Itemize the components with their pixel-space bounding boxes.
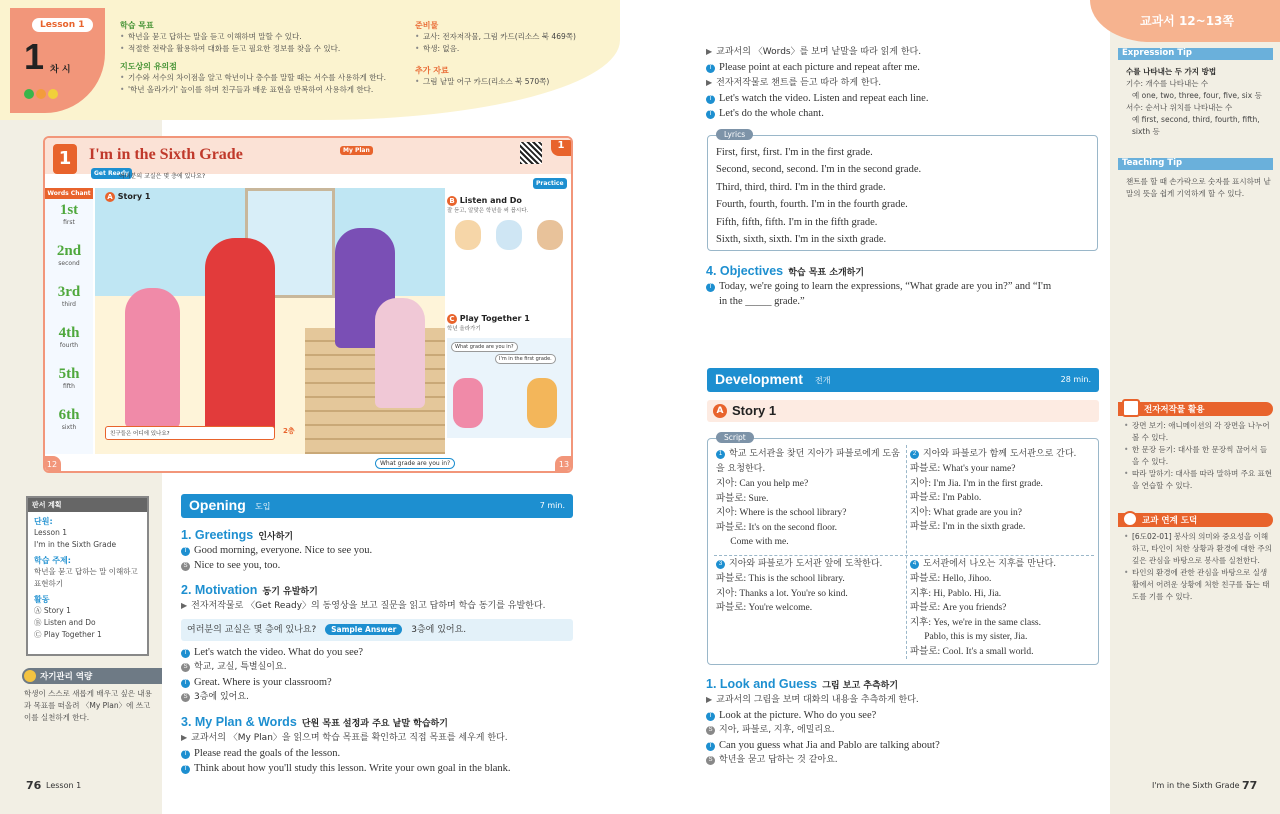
tb-floor: 2층 — [283, 427, 295, 435]
motivation-student: 학교, 교실, 특별실이요. — [194, 662, 287, 672]
ordinal-word: second — [58, 260, 80, 267]
ordinal-number: 3rd — [57, 284, 81, 300]
script-line: 파블로: You're welcome. — [716, 603, 813, 613]
tb-page-right: 13 — [555, 456, 573, 473]
script-line: 지후: Yes, we're in the same class. — [910, 617, 1041, 628]
link-icon — [1122, 511, 1138, 527]
ordinal-item — [45, 281, 93, 322]
lesson-goals — [120, 20, 410, 96]
elec-heading: 전자저작물 활용 — [1144, 405, 1205, 415]
page-number-right: 77 — [1242, 779, 1258, 792]
look-guess-heading: 1. Look and Guess — [706, 677, 818, 691]
tb-listen-do: Listen and Do — [459, 196, 522, 205]
script-line: 지아: Where is the school library? — [716, 508, 847, 518]
script-line: 지아: What grade are you in? — [910, 507, 1022, 518]
words-instructions: ▶ 교과서의 〈Words〉를 보며 낱말을 따라 읽게 한다. T Please point at each picture and repeat after me. ▶ 전자저작물로 챈트를 듣고 따라 하게 한다. T Let's watch the video. Listen and repeat each line. T Let's do the whole chant. — [706, 47, 929, 119]
script-line: 파블로: What's your name? — [910, 464, 1016, 474]
motivation-teacher: Let's watch the video. What do you see? — [194, 647, 364, 658]
instruction: 교과서의 그림을 보며 대화의 내용을 추측하게 한다. — [716, 695, 919, 705]
expression-tip-heading: Expression Tip — [1122, 48, 1193, 58]
goals-heading: 학습 목표 — [120, 21, 154, 30]
tb-question: 여러분의 교실은 몇 층에 있나요? — [119, 173, 206, 180]
tb-lesson-num: 1 — [53, 144, 77, 174]
greetings-heading: 1. Greetings — [181, 528, 254, 542]
tb-page-left: 12 — [43, 456, 61, 473]
girl-10-figure — [375, 298, 425, 408]
tb-myplan: My Plan — [340, 146, 373, 155]
prep-item: • 학생: 없음. — [415, 43, 615, 55]
prep-item: • 교사: 전자저작물, 그림 카드(리소스 북 469쪽) — [415, 31, 615, 43]
plan-theme: 학년을 묻고 답하는 말 이해하고 표현하기 — [34, 567, 138, 588]
elec-item: • 따라 말하기: 대사를 따라 말하며 주요 표현을 연습할 수 있다. — [1124, 468, 1274, 492]
plan-unit: Lesson 1 — [34, 528, 67, 537]
note-item: • '학년 올라가기' 놀이를 하며 친구들과 배운 표현을 반복하여 사용하게 한다. — [120, 84, 410, 96]
expression-tip — [1126, 66, 1274, 138]
script-line: 파블로: Hello, Jihoo. — [910, 574, 992, 584]
sample-answer-box — [181, 619, 573, 641]
plan-activities-heading: 활동 — [34, 595, 50, 604]
objectives: 4. Objectives 학습 목표 소개하기 T Today, we're going to learn the expressions, “What grade are you in?” and “I'm in the _____ grade.” — [706, 260, 1100, 309]
teaching-tip-heading: Teaching Tip — [1122, 158, 1183, 168]
goals-list — [120, 31, 410, 55]
lyric-line: Sixth, sixth, sixth. I'm in the sixth grade. — [716, 234, 887, 246]
script-scene-4 — [910, 557, 1096, 659]
tb-story: A Story 1 — [105, 192, 150, 202]
script-line: 파블로: Are you friends? — [910, 603, 1007, 613]
teacher-line: Please point at each picture and repeat after me. — [719, 62, 920, 73]
ordinal-word: sixth — [61, 424, 77, 431]
motivation-student: 3층에 있어요. — [194, 692, 249, 702]
scene-heading: 1 학교 도서관을 찾던 지아가 파블로에게 도움을 요청한다. — [716, 449, 900, 474]
elec-item: • 장면 보기: 애니메이션의 각 장면을 나누어 볼 수 있다. — [1124, 420, 1274, 444]
textbook-pages: 교과서 12~13쪽 — [1140, 14, 1234, 28]
ordinal-word: first — [63, 219, 75, 226]
objectives-line: in the _____ grade.” — [719, 296, 805, 307]
page-number-left: 76 — [26, 779, 42, 792]
script-line: 지아: I'm Jia. I'm in the first grade. — [910, 478, 1043, 489]
tb-bubble: I'm in the first grade. — [495, 354, 556, 364]
goal-item: • 학년을 묻고 답하는 말을 듣고 이해하며 말할 수 있다. — [120, 31, 410, 43]
sample-answer-label: Sample Answer — [325, 624, 402, 635]
myplan-teacher: Please read the goals of the lesson. — [194, 748, 341, 759]
script-line: Come with me. — [716, 537, 789, 547]
tb-bubble: What grade are you in? — [451, 342, 518, 352]
script-scene-3 — [716, 557, 902, 616]
story-title: Story 1 — [732, 403, 777, 418]
ordinal-number: 6th — [58, 407, 80, 423]
prep-heading: 준비물 — [415, 21, 439, 30]
materials — [415, 20, 615, 88]
expression-tip-line: 기수: 개수를 나타내는 수 — [1126, 79, 1209, 88]
script-scene-2 — [910, 447, 1096, 535]
teaching-tip: 챈트를 할 때 손가락으로 숫자를 표시하며 낱말의 뜻을 쉽게 기억하게 할 수 있다. — [1126, 177, 1271, 198]
lyrics-label: Lyrics — [716, 129, 753, 140]
link-item: • 타인의 환경에 관한 관심을 바탕으로 실생활에서 어려운 상황에 처한 친구를 돕는 태도를 기를 수 있다. — [1124, 567, 1274, 603]
tb-get-ready: Get Ready — [91, 168, 132, 179]
student-line: 학년을 묻고 답하는 것 같아요. — [719, 755, 838, 765]
ordinal-item — [45, 404, 93, 445]
lyrics-box — [707, 130, 1098, 251]
extra-item: • 그림 낱말 어구 카드(리소스 북 570쪽) — [415, 76, 615, 88]
competency-icon — [24, 670, 36, 682]
self-mgmt-heading: 자기관리 역량 — [40, 672, 93, 682]
notes-list — [120, 72, 410, 96]
competency-icons — [24, 84, 58, 103]
script-label: Script — [716, 432, 754, 443]
extra-list — [415, 76, 615, 88]
ordinal-word: fourth — [59, 342, 79, 349]
tb-story-q: 친구들은 어디에 있나요? — [105, 426, 275, 440]
student-line: 지아, 파블로, 지후, 에밀리요. — [719, 725, 835, 735]
tb-story-label: Story 1 — [117, 192, 151, 201]
elec-list — [1124, 420, 1274, 492]
teacher-line: Let's watch the video. Listen and repeat each line. — [719, 93, 929, 104]
tb-listen-q: 잘 듣고, 알맞은 학년을 써 봅시다. — [447, 208, 529, 214]
footer-title: I'm in the Sixth Grade — [1152, 781, 1240, 790]
lyric-line: First, first, first. I'm in the first grade. — [716, 147, 873, 158]
lyrics-list — [716, 144, 1089, 248]
tb-footer — [45, 454, 571, 473]
tb-words-chant: Words Chant — [45, 188, 93, 199]
objectives-heading: 4. Objectives — [706, 264, 784, 278]
development-minutes: 28 min. — [1060, 375, 1091, 384]
goal-item: • 적절한 전략을 활용하여 대화를 듣고 필요한 정보를 찾을 수 있다. — [120, 43, 410, 55]
lesson-label: Lesson 1 — [32, 18, 93, 32]
link-heading: 교과 연계 도덕 — [1142, 516, 1198, 526]
myplan-text: 교과서의 〈My Plan〉을 읽으며 학습 목표를 확인하고 직접 목표를 세우게 한다. — [191, 733, 508, 743]
opening-title: Opening — [189, 497, 246, 513]
elec-item: • 한 문장 듣기: 대사를 한 문장씩 끊어서 들을 수 있다. — [1124, 444, 1274, 468]
scene-number-icon: 2 — [910, 450, 919, 459]
ordinal-item — [45, 199, 93, 240]
greetings-ko: 인사하기 — [258, 532, 294, 542]
story-bar — [707, 400, 1099, 422]
myplan-teacher: Think about how you'll study this lesson. Write your own goal in the blank. — [194, 763, 511, 774]
plan-theme-heading: 학습 주제: — [34, 556, 71, 565]
opening-content: 1. Greetings 인사하기 T Good morning, everyone. Nice to see you. S Nice to see you, too. 2. Motivation 동기 유발하기 ▶ 전자저작물로 〈Get Ready〉의 동영상을 보고 질문을 읽고 답하며 학습 동기를 유발한다. 여러분의 교실은 몇 층에 있나요? Sample Answer 3층에 있어요. T Let's watch the video. What do you see? S 학교, 교실, 특별실이요. T Great. Where is your classroom? S 3층에 있어요. 3. My Plan & Words 단원 목표 설정과 주요 낱말 학습하기 ▶ 교과서의 〈My Plan〉을 읽으며 학습 목표를 확인하고 직접 목표를 세우게 한다. T Please read the goals of the lesson. T Think about how you'll study this lesson. Write your own goal in the blank. — [181, 524, 573, 776]
script-line: 지아: Can you help me? — [716, 479, 809, 489]
motivation-teacher: Great. Where is your classroom? — [194, 677, 332, 688]
instruction: 교과서의 〈Words〉를 보며 낱말을 따라 읽게 한다. — [716, 47, 922, 57]
greeting-teacher: Good morning, everyone. Nice to see you. — [194, 545, 373, 556]
qr-code-icon — [520, 142, 542, 164]
lyric-line: Fifth, fifth, fifth. I'm in the fifth grade. — [716, 216, 878, 228]
scene-heading: 4 도서관에서 나오는 지후를 만난다. — [910, 557, 1096, 572]
script-scene-1 — [716, 447, 902, 550]
board-plan — [26, 496, 149, 656]
objectives-ko: 학습 목표 소개하기 — [788, 268, 865, 278]
script-line: 지아: Thanks a lot. You're so kind. — [716, 588, 848, 599]
ordinal-word: third — [62, 301, 76, 308]
lyric-line: Third, third, third. I'm in the third grade. — [716, 181, 886, 193]
development-bar — [707, 368, 1099, 392]
scene-number-icon: 1 — [716, 450, 725, 459]
tb-practice: Practice — [533, 178, 567, 189]
look-guess: 1. Look and Guess 그림 보고 추측하기 ▶ 교과서의 그림을 보며 대화의 내용을 추측하게 한다. T Look at the picture. Who do you see? S 지아, 파블로, 지후, 에밀리요. T Can you guess what Jia and Pablo are talking about? S 학년을 묻고 답하는 것 같아요. — [706, 677, 940, 765]
chasi-label: 차 시 — [50, 65, 71, 75]
motivation-ko: 동기 유발하기 — [262, 587, 318, 597]
script-line: 파블로: It's on the second floor. — [716, 522, 838, 533]
script-line: Pablo, this is my sister, Jia. — [910, 632, 1028, 642]
script-line: 지후: Hi, Pablo. Hi, Jia. — [910, 588, 1002, 599]
ordinal-number: 2nd — [56, 243, 82, 259]
tb-page-corner: 1 — [551, 140, 571, 156]
lyric-line: Fourth, fourth, fourth. I'm in the fourth grade. — [716, 199, 908, 211]
pablo-figure — [205, 238, 275, 438]
tb-play-q: 학년 올라가기 — [447, 326, 481, 332]
scene-heading: 3 지아와 파블로가 도서관 앞에 도착한다. — [716, 557, 902, 572]
prep-list — [415, 31, 615, 55]
development-ko: 전개 — [815, 376, 831, 385]
script-line: 파블로: Cool. It's a small world. — [910, 646, 1034, 657]
plan-activity: Ⓒ Play Together 1 — [34, 630, 102, 639]
plan-unit-heading: 단원: — [34, 517, 53, 526]
listen-do-panel: B Listen and Do 잘 듣고, 알맞은 학년을 써 봅시다. — [447, 196, 571, 306]
teacher-line: Can you guess what Jia and Pablo are talking about? — [719, 740, 940, 751]
sample-answer: 3층에 있어요. — [411, 625, 467, 635]
teacher-line: Look at the picture. Who do you see? — [719, 710, 877, 721]
expression-tip-line: 서수: 순서나 위치를 나타내는 수 — [1126, 103, 1233, 112]
opening-ko: 도입 — [255, 502, 271, 511]
story-scene — [95, 188, 445, 458]
ordinal-item — [45, 322, 93, 363]
tb-words-column — [45, 188, 93, 458]
expression-tip-title: 수를 나타내는 두 가지 방법 — [1126, 67, 1217, 76]
look-guess-ko: 그림 보고 추측하기 — [822, 681, 899, 691]
expression-tip-example: 예 one, two, three, four, five, six 등 — [1132, 91, 1262, 100]
script-line: 파블로: Sure. — [716, 493, 769, 504]
textbook-page-image — [43, 136, 573, 473]
script-line: 파블로: I'm in the sixth grade. — [910, 522, 1026, 532]
teacher-line: Let's do the whole chant. — [719, 108, 824, 119]
ordinal-number: 4th — [58, 325, 80, 341]
plan-activity: Ⓑ Listen and Do — [34, 618, 96, 627]
tb-title: I'm in the Sixth Grade — [89, 146, 243, 163]
script-line: 파블로: This is the school library. — [716, 574, 845, 584]
development-title: Development — [715, 371, 803, 387]
notes-heading: 지도상의 유의점 — [120, 62, 177, 71]
link-list — [1124, 531, 1274, 603]
tb-bubble: What grade are you in? — [375, 458, 455, 469]
opening-minutes: 7 min. — [539, 501, 565, 510]
extra-heading: 추가 자료 — [415, 66, 449, 75]
expression-tip-example: 예 first, second, third, fourth, fifth, sixth 등 — [1132, 115, 1260, 136]
script-box — [707, 433, 1099, 665]
script-line: 파블로: I'm Pablo. — [910, 493, 982, 503]
objectives-line: Today, we're going to learn the expressions, “What grade are you in?” and “I'm — [719, 281, 1052, 292]
motivation-heading: 2. Motivation — [181, 583, 258, 597]
jia-figure — [125, 288, 180, 428]
myplan-ko: 단원 목표 설정과 주요 낱말 학습하기 — [301, 719, 448, 729]
motivation-text: 전자저작물로 〈Get Ready〉의 동영상을 보고 질문을 읽고 답하며 학습 동기를 유발한다. — [191, 601, 546, 611]
myplan-heading: 3. My Plan & Words — [181, 715, 297, 729]
plan-activity: Ⓐ Story 1 — [34, 606, 71, 615]
tb-play: Play Together 1 — [459, 314, 530, 323]
plan-unit-title: I'm in the Sixth Grade — [34, 540, 117, 549]
story-a-icon: A — [713, 404, 727, 418]
sample-question: 여러분의 교실은 몇 층에 있나요? — [187, 625, 317, 635]
note-item: • 기수와 서수의 차이점을 알고 학년이나 층수를 말할 때는 서수를 사용하게 한다. — [120, 72, 410, 84]
plan-heading: 판서 계획 — [28, 498, 147, 512]
scene-number-icon: 3 — [716, 560, 725, 569]
ordinal-item — [45, 363, 93, 404]
ordinal-word: fifth — [63, 383, 75, 390]
instruction: 전자저작물로 챈트를 듣고 따라 하게 한다. — [716, 78, 882, 88]
play-together-panel: C Play Together 1 학년 올라가기 What grade are you in? I'm in the first grade. — [447, 314, 571, 459]
greeting-student: Nice to see you, too. — [194, 560, 281, 571]
lesson-number: 1 — [24, 36, 45, 77]
link-item: • [6도02-01] 봉사의 의미와 중요성을 이해하고, 타인이 처한 상황과 환경에 대한 주의 깊은 관심을 바탕으로 봉사를 실천한다. — [1124, 531, 1274, 567]
opening-bar — [181, 494, 573, 518]
scene-number-icon: 4 — [910, 560, 919, 569]
monitor-icon — [1122, 399, 1140, 417]
scene-heading: 2 지아와 파블로가 함께 도서관으로 간다. — [910, 447, 1096, 462]
footer-lesson: Lesson 1 — [46, 781, 82, 790]
self-mgmt-text: 학생이 스스로 새롭게 배우고 싶은 내용과 목표를 떠올려 〈My Plan〉에 쓰고이를 실천하게 한다. — [24, 689, 152, 722]
ordinal-number: 5th — [58, 366, 80, 382]
ordinal-number: 1st — [59, 202, 79, 218]
lyric-line: Second, second, second. I'm in the second grade. — [716, 164, 922, 176]
ordinal-list — [45, 199, 93, 445]
ordinal-item — [45, 240, 93, 281]
